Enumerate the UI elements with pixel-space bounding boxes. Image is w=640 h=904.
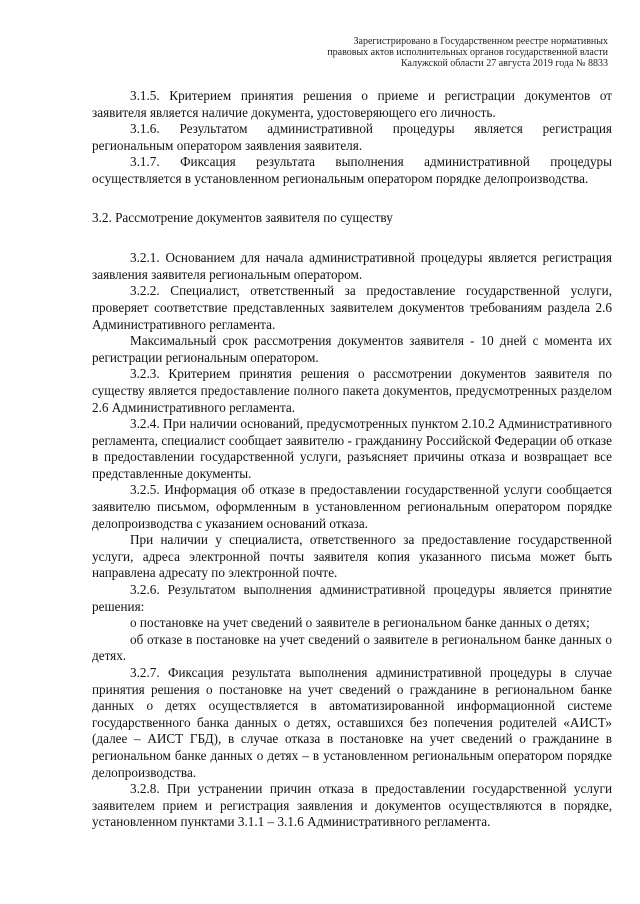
stamp-line: Калужской области 27 августа 2019 года № 8833 [401,58,608,69]
document-body [92,88,612,831]
paragraph: о постановке на учет сведений о заявителе в региональном банке данных о детях; [130,615,590,631]
paragraph: 3.2.4. При наличии оснований, предусмотренных пунктом 2.10.2 Административного регламента, специалист сообщает заявителю - гражданину Российской Федерации об отказе в предоставлении государственной услуги, разъясняет причины отказа и возвращает все представленные документы. [92,416,612,481]
stamp-line: Зарегистрировано в Государственном реестре нормативных [353,36,608,47]
paragraph: 3.2.8. При устранении причин отказа в предоставлении государственной услуги заявителем прием и регистрация заявления и документов осуществляются в порядке, установленном пунктами 3.1.1 – 3.1.6 Административного регламента. [92,781,612,830]
stamp-line: правовых актов исполнительных органов государственной власти [327,47,608,58]
paragraph: При наличии у специалиста, ответственного за предоставление государственной услуги, адреса электронной почты заявителя копия указанного письма может быть направлена адресату по электронной почте. [92,532,612,581]
paragraph: 3.2.5. Информация об отказе в предоставлении государственной услуги сообщается заявителю письмом, оформленным в установленном региональным оператором порядке делопроизводства с указанием оснований отказа. [92,482,612,531]
paragraph: 3.1.7. Фиксация результата выполнения административной процедуры осуществляется в установленном региональным оператором порядке делопроизводства. [92,154,612,186]
paragraph: 3.1.5. Критерием принятия решения о приеме и регистрации документов от заявителя является наличие документа, удостоверяющего его личность. [92,88,612,120]
paragraph: 3.1.6. Результатом административной процедуры является регистрация региональным оператором заявления заявителя. [92,121,612,153]
paragraph: 3.2.1. Основанием для начала административной процедуры является регистрация заявления заявителя региональным оператором. [92,250,612,282]
paragraph: 3.2.7. Фиксация результата выполнения административной процедуры в случае принятия решения о постановке на учет сведений о гражданине в региональном банке данных о детях осуществляется в автоматизированной информационной системе государственного банка данных о детях, оставшихся без попечения родителей «АИСТ» (далее – АИСТ ГБД), в случае отказа в постановке на учет сведений о гражданине в региональном банке данных о детях – в установленном региональным оператором порядке делопроизводства. [92,665,612,780]
paragraph: Максимальный срок рассмотрения документов заявителя - 10 дней с момента их регистрации региональным оператором. [92,333,612,365]
paragraph: 3.2.2. Специалист, ответственный за предоставление государственной услуги, проверяет соответствие представленных заявителем документов требованиям раздела 2.6 Административного регламента. [92,283,612,332]
paragraph: об отказе в постановке на учет сведений о заявителе в региональном банке данных о детях. [92,631,612,664]
section-heading: 3.2. Рассмотрение документов заявителя по существу [92,209,393,225]
paragraph: 3.2.3. Критерием принятия решения о рассмотрении документов заявителя по существу является предоставление полного пакета документов, предусмотренных разделом 2.6 Административного регламента. [92,366,612,415]
registration-stamp [308,36,608,69]
paragraph: 3.2.6. Результатом выполнения административной процедуры является принятие решения: [92,582,612,614]
